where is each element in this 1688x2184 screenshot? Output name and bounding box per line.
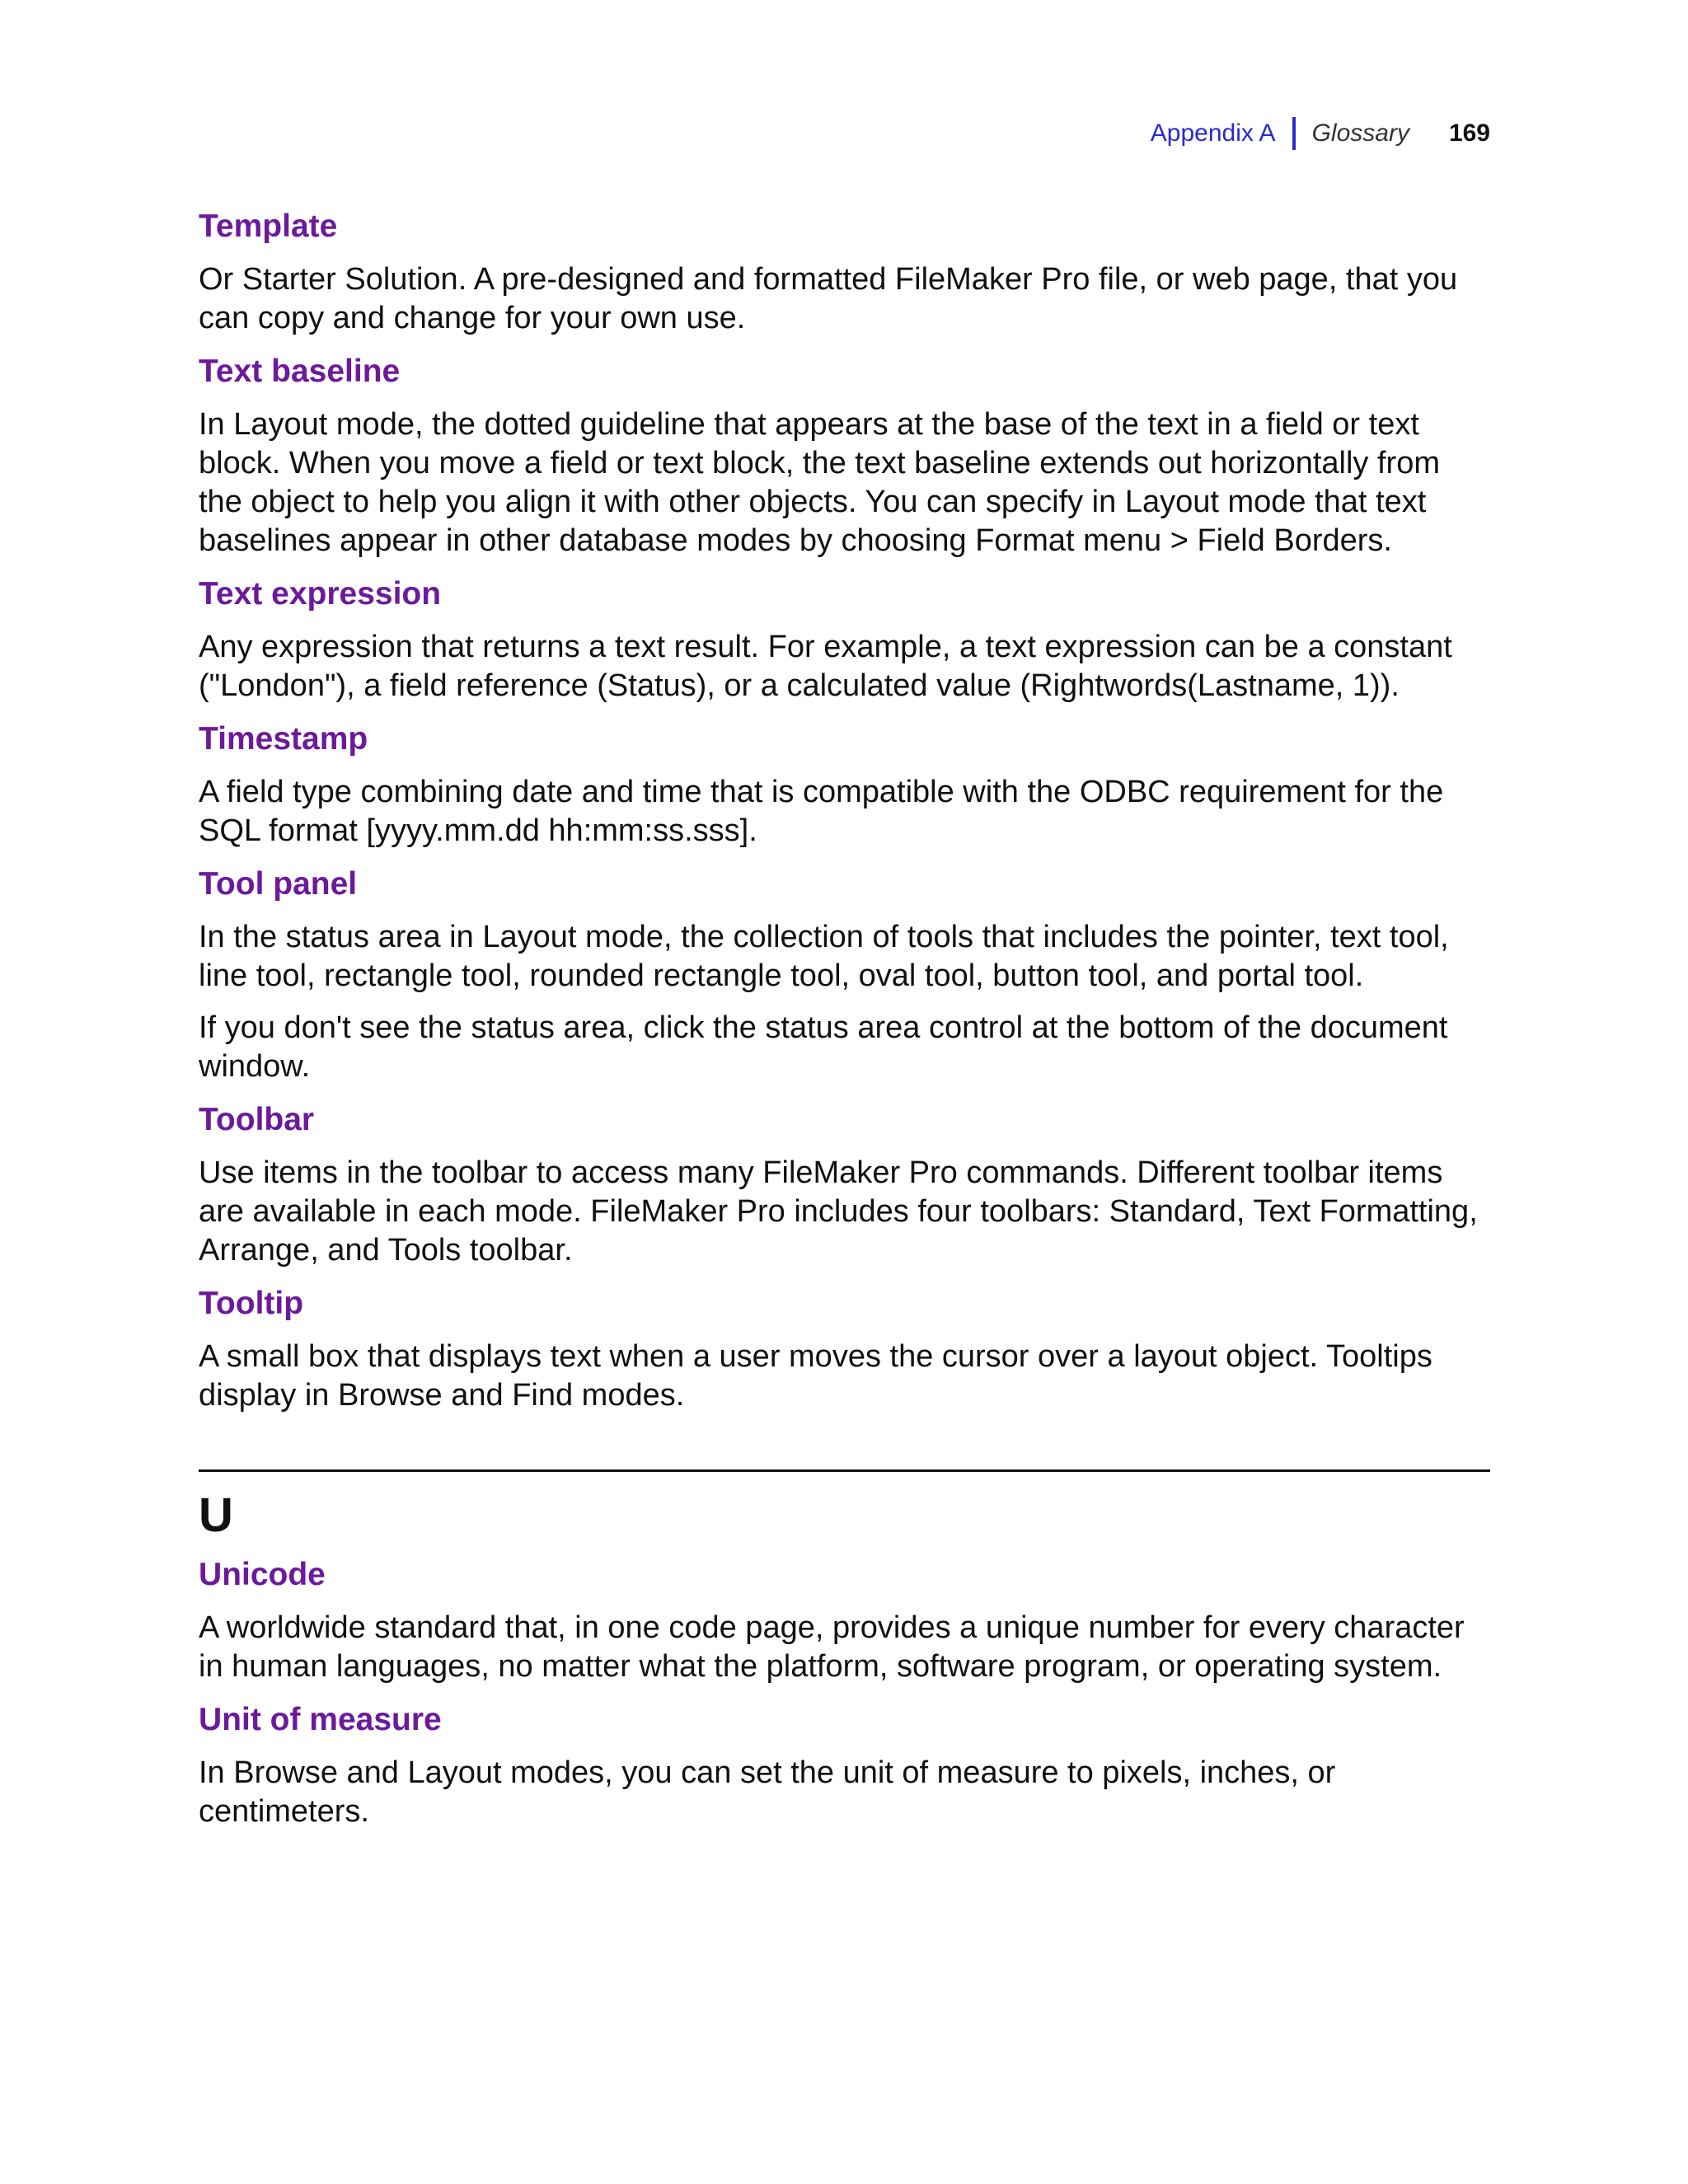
header-appendix-label: Appendix A <box>1150 120 1276 147</box>
glossary-term: Text baseline <box>199 354 401 389</box>
glossary-definition: Or Starter Solution. A pre-designed and formatted FileMaker Pro file, or web page, that you can copy and change for your own use. <box>199 262 1458 335</box>
glossary-definition: If you don't see the status area, click the status area control at the bottom of the document window. <box>199 1010 1448 1084</box>
glossary-entry <box>199 1554 1490 1686</box>
page-header <box>1151 115 1490 152</box>
glossary-entry <box>199 1283 1490 1415</box>
glossary-term: Timestamp <box>199 721 368 757</box>
glossary-term: Tooltip <box>199 1286 304 1321</box>
glossary-definition: Any expression that returns a text result. For example, a text expression can be a constant ("London"), a field reference (Status), or a calculated value (Rightwords(Lastname, 1)). <box>199 630 1452 703</box>
glossary-definition: In Layout mode, the dotted guideline that appears at the base of the text in a field or text block. When you move a field or text block, the text baseline extends out horizontally from the object to help you align it with other objects. You can specify in Layout mode that text baselines appear in other database modes by choosing Format menu > Field Borders. <box>199 407 1440 558</box>
glossary-entry <box>199 351 1490 560</box>
glossary-term: Template <box>199 209 338 244</box>
glossary-entry <box>199 206 1490 338</box>
glossary-content <box>199 206 1490 1844</box>
glossary-term: Text expression <box>199 576 442 612</box>
header-section-label: Glossary <box>1311 120 1409 147</box>
glossary-definition: A small box that displays text when a user moves the cursor over a layout object. Tooltips display in Browse and Find modes. <box>199 1339 1432 1413</box>
glossary-definition: A worldwide standard that, in one code page, provides a unique number for every character in human languages, no matter what the platform, software program, or operating system. <box>199 1610 1465 1684</box>
glossary-term: Tool panel <box>199 866 358 902</box>
glossary-entry <box>199 574 1490 705</box>
glossary-definition: In Browse and Layout modes, you can set the unit of measure to pixels, inches, or centimeters. <box>199 1755 1336 1829</box>
glossary-definition: Use items in the toolbar to access many FileMaker Pro commands. Different toolbar items are available in each mode. FileMaker Pro includes four toolbars: Standard, Text Formatting, Arrange, and Tools toolbar. <box>199 1155 1478 1268</box>
glossary-term: Toolbar <box>199 1102 315 1137</box>
glossary-entry <box>199 719 1490 851</box>
section-heading-letter: U <box>199 1488 233 1542</box>
header-separator <box>1292 117 1296 150</box>
glossary-definition: In the status area in Layout mode, the collection of tools that includes the pointer, text tool, line tool, rectangle tool, rounded rectangle tool, oval tool, button tool, and portal tool. <box>199 920 1449 993</box>
glossary-term: Unit of measure <box>199 1702 442 1737</box>
glossary-entry <box>199 1699 1490 1831</box>
glossary-term: Unicode <box>199 1557 326 1592</box>
section-divider <box>199 1469 1490 1472</box>
glossary-entry <box>199 864 1490 1086</box>
page-number: 169 <box>1448 120 1490 147</box>
glossary-definition: A field type combining date and time that is compatible with the ODBC requirement for the SQL format [yyyy.mm.dd hh:mm:ss.sss]. <box>199 775 1444 848</box>
glossary-entry <box>199 1099 1490 1270</box>
